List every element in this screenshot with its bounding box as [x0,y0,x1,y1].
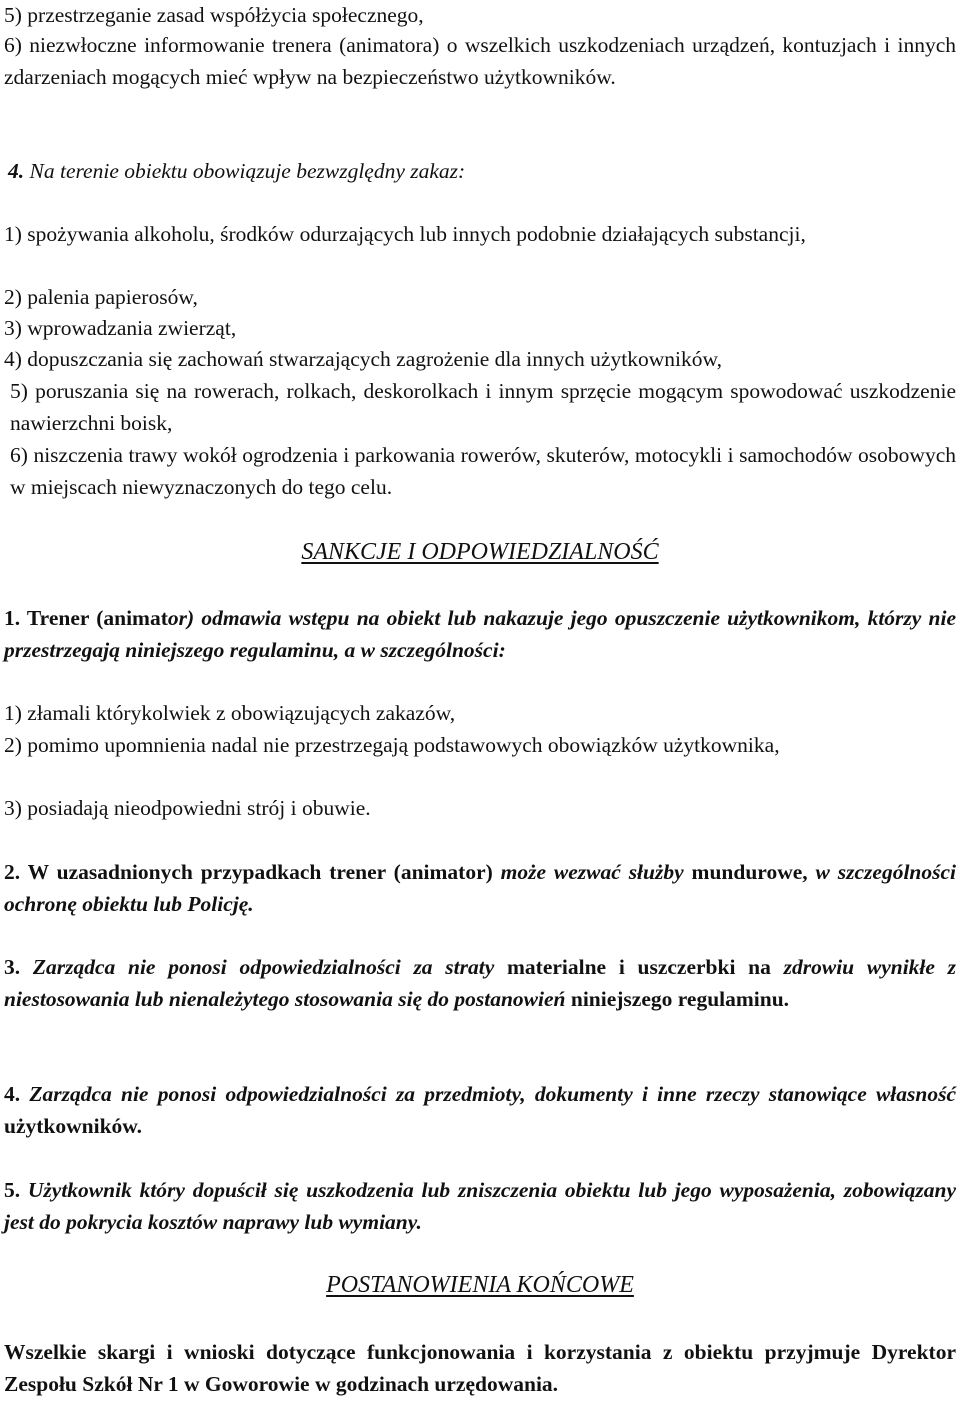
ban-item-3: 3) wprowadzania zwierząt, [4,316,237,340]
section-4-number: 4. [8,159,25,183]
p3-number: 3. [4,955,21,979]
sanction-item-3: 3) posiadają nieodpowiedni strój i obuwie. [4,796,371,820]
p2-rest-italic: w szczególności ochronę obiektu lub Policję. [4,860,957,916]
intro-item-6: 6) niezwłoczne informowanie trenera (animatora) o wszelkich uszkodzeniach urządzeń, kontuzjach i innych zdarzeniach mogących mieć wpływ na bezpieczeństwo użytkowników. [4,33,956,89]
sanctions-paragraph-3 [4,952,956,1015]
section-4-title [4,156,960,188]
p2-lead: 2. W uzasadnionych przypadkach trener (animator) [4,860,493,884]
p3-bold-a: materialne i uszczerbki na [507,955,771,979]
p4-text: Zarządca nie ponosi odpowiedzialności za przedmioty, dokumenty i inne rzeczy stanowiące własność [29,1082,957,1106]
sanctions-paragraph-5 [4,1175,956,1238]
p5-text: Użytkownik który dopuścił się uszkodzenia lub zniszczenia obiektu lub jego wyposażenia, zobowiązany jest do pokrycia kosztów naprawy lub wymiany. [4,1178,957,1234]
p3-italic-b: zdrowiu wynikłe z niestosowania lub nienależytego stosowania się do postanowień [4,955,957,1011]
p4-number: 4. [4,1082,21,1106]
sanctions-paragraph-4 [4,1079,956,1142]
p5-number: 5. [4,1178,21,1202]
sanctions-paragraph-2 [4,857,956,920]
p3-bold-b: niniejszego regulaminu. [570,986,790,1011]
final-heading: POSTANOWIENIA KOŃCOWE [326,1272,634,1298]
p1-lead: 1. Trener (animat [4,606,168,630]
sanctions-heading: SANKCJE I ODPOWIEDZIALNOŚĆ [301,539,659,565]
p3-italic-a: Zarządca nie ponosi odpowiedzialności za straty [32,955,495,979]
ban-item-2: 2) palenia papierosów, [4,285,198,309]
ban-item-1: 1) spożywania alkoholu, środków odurzających lub innych podobnie działających substancji, [4,222,806,246]
sanctions-paragraph-1 [4,603,956,666]
section-4-title-text: Na terenie obiektu obowiązuje bezwzględny zakaz: [29,159,466,183]
p2-italic: może wezwać służby [500,860,684,884]
p2-rest: mundurowe, [691,860,808,884]
p4-bold: użytkowników. [4,1113,142,1138]
final-paragraph: Wszelkie skargi i wnioski dotyczące funkcjonowania i korzystania z obiektu przyjmuje Dyrektor Zespołu Szkół Nr 1 w Goworowie w godzinach urzędowania. [4,1340,956,1396]
sanction-item-1: 1) złamali którykolwiek z obowiązujących zakazów, [4,701,456,725]
ban-item-5: 5) poruszania się na rowerach, rolkach, deskorolkach i innym sprzęcie mogącym spowodować uszkodzenie nawierzchni boisk, [10,379,956,435]
ban-item-6: 6) niszczenia trawy wokół ogrodzenia i parkowania rowerów, skuterów, motocykli i samochodów osobowych w miejscach niewyznaczonych do tego celu. [10,443,956,499]
sanction-item-2: 2) pomimo upomnienia nadal nie przestrzegają podstawowych obowiązków użytkownika, [4,733,780,757]
ban-item-4: 4) dopuszczania się zachowań stwarzających zagrożenie dla innych użytkowników, [4,347,722,371]
p1-text: or) odmawia wstępu na obiekt lub nakazuje jego opuszczenie użytkownikom, którzy nie przestrzegają niniejszego regulaminu, a w szczególności: [4,606,956,662]
intro-item-5: 5) przestrzeganie zasad współżycia społecznego, [4,3,424,27]
